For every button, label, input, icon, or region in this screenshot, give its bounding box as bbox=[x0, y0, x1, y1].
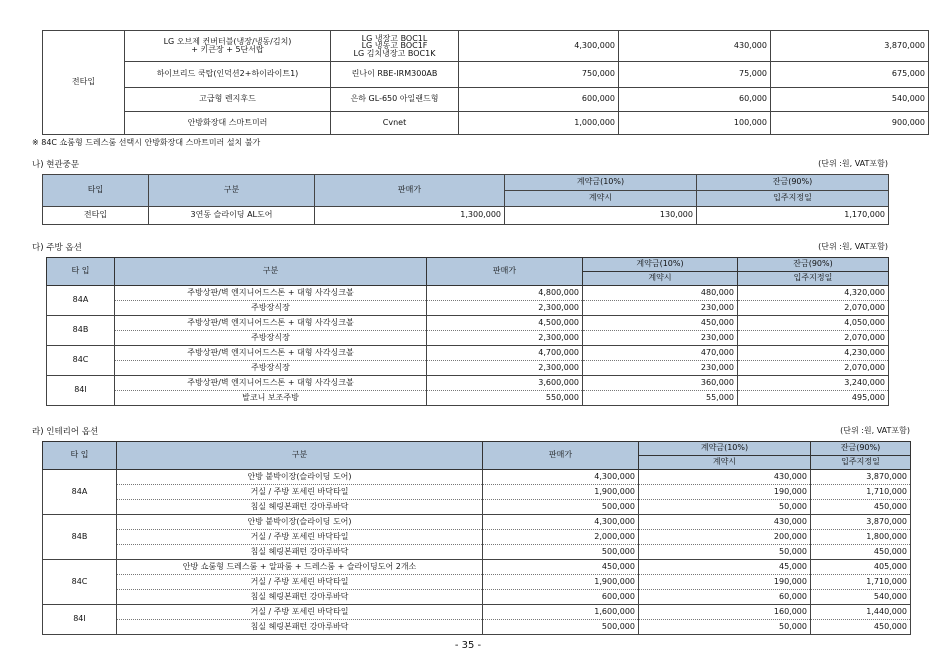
header-deposit-sub: 계약시 bbox=[505, 191, 697, 207]
type-cell: 84I bbox=[47, 376, 115, 406]
price-cell: 600,000 bbox=[483, 590, 639, 605]
header-balance-sub: 입주지정일 bbox=[697, 191, 889, 207]
interior-title: 라) 인테리어 옵션 bbox=[32, 427, 99, 437]
kitchen-title: 다) 주방 옵션 bbox=[32, 243, 82, 253]
header-price: 판매가 bbox=[315, 175, 505, 207]
price-cell: 1,600,000 bbox=[483, 605, 639, 620]
type-cell: 84B bbox=[43, 515, 117, 560]
item-cell: 안방 쇼룸형 드레스룸 + 알파룸 + 드레스룸 + 슬라이딩도어 2개소 bbox=[117, 560, 483, 575]
item-cell: 3연동 슬라이딩 AL도어 bbox=[149, 207, 315, 225]
item-cell: 주방장식장 bbox=[115, 361, 427, 376]
deposit-cell: 430,000 bbox=[619, 31, 771, 62]
price-cell: 600,000 bbox=[459, 88, 619, 112]
balance-cell: 4,320,000 bbox=[738, 286, 889, 301]
model-cell: LG 냉장고 BOC1L LG 냉동고 BOC1F LG 김치냉장고 BOC1K bbox=[331, 31, 459, 62]
balance-cell: 1,170,000 bbox=[697, 207, 889, 225]
deposit-cell: 190,000 bbox=[639, 485, 811, 500]
item-cell: LG 오브제 컨버터블(냉장/냉동/김치) + 키큰장 + 5단서랍 bbox=[125, 31, 331, 62]
balance-cell: 2,070,000 bbox=[738, 331, 889, 346]
header-balance-sub: 입주지정일 bbox=[811, 456, 911, 470]
balance-cell: 675,000 bbox=[771, 62, 929, 88]
price-cell: 2,300,000 bbox=[427, 331, 583, 346]
balance-cell: 1,440,000 bbox=[811, 605, 911, 620]
item-cell: 안방화장대 스마트미러 bbox=[125, 112, 331, 135]
item-cell: 거실 / 주방 포세린 바닥타일 bbox=[117, 485, 483, 500]
price-cell: 4,300,000 bbox=[483, 515, 639, 530]
balance-cell: 3,240,000 bbox=[738, 376, 889, 391]
balance-cell: 2,070,000 bbox=[738, 361, 889, 376]
kitchen-unit: (단위 :원, VAT포함) bbox=[818, 242, 888, 251]
type-cell: 84A bbox=[47, 286, 115, 316]
header-deposit: 계약금(10%) bbox=[583, 258, 738, 272]
balance-cell: 3,870,000 bbox=[771, 31, 929, 62]
price-cell: 4,300,000 bbox=[459, 31, 619, 62]
deposit-cell: 50,000 bbox=[639, 545, 811, 560]
header-deposit-sub: 계약시 bbox=[639, 456, 811, 470]
item-cell: 주방장식장 bbox=[115, 331, 427, 346]
header-category: 구분 bbox=[149, 175, 315, 207]
price-cell: 4,700,000 bbox=[427, 346, 583, 361]
item-cell: 주방상판/벽 엔지니어드스톤 + 대형 사각싱크볼 bbox=[115, 316, 427, 331]
interior-table bbox=[42, 441, 911, 635]
deposit-cell: 160,000 bbox=[639, 605, 811, 620]
price-cell: 1,000,000 bbox=[459, 112, 619, 135]
balance-cell: 495,000 bbox=[738, 391, 889, 406]
entrance-table bbox=[42, 174, 889, 225]
item-cell: 침실 헤링본패턴 강마루바닥 bbox=[117, 545, 483, 560]
header-balance-sub: 입주지정일 bbox=[738, 272, 889, 286]
entrance-unit: (단위 :원, VAT포함) bbox=[818, 159, 888, 168]
header-category: 구분 bbox=[115, 258, 427, 286]
price-cell: 2,000,000 bbox=[483, 530, 639, 545]
appliance-note: ※ 84C 쇼룸형 드레스룸 선택시 안방화장대 스마트미러 설치 불가 bbox=[32, 138, 261, 147]
balance-cell: 1,710,000 bbox=[811, 575, 911, 590]
balance-cell: 450,000 bbox=[811, 545, 911, 560]
price-cell: 500,000 bbox=[483, 620, 639, 635]
appliance-table bbox=[42, 30, 929, 135]
deposit-cell: 130,000 bbox=[505, 207, 697, 225]
balance-cell: 450,000 bbox=[811, 620, 911, 635]
item-cell: 발코니 보조주방 bbox=[115, 391, 427, 406]
price-cell: 2,300,000 bbox=[427, 361, 583, 376]
header-price: 판매가 bbox=[483, 442, 639, 470]
deposit-cell: 430,000 bbox=[639, 470, 811, 485]
balance-cell: 3,870,000 bbox=[811, 470, 911, 485]
balance-cell: 4,050,000 bbox=[738, 316, 889, 331]
item-cell: 주방장식장 bbox=[115, 301, 427, 316]
balance-cell: 1,800,000 bbox=[811, 530, 911, 545]
price-cell: 450,000 bbox=[483, 560, 639, 575]
header-deposit-sub: 계약시 bbox=[583, 272, 738, 286]
deposit-cell: 230,000 bbox=[583, 361, 738, 376]
deposit-cell: 100,000 bbox=[619, 112, 771, 135]
item-cell: 주방상판/벽 엔지니어드스톤 + 대형 사각싱크볼 bbox=[115, 286, 427, 301]
header-price: 판매가 bbox=[427, 258, 583, 286]
type-cell: 84C bbox=[47, 346, 115, 376]
item-cell: 안방 붙박이장(슬라이딩 도어) bbox=[117, 515, 483, 530]
price-cell: 1,300,000 bbox=[315, 207, 505, 225]
header-type: 타입 bbox=[43, 175, 149, 207]
item-cell: 고급형 렌지후드 bbox=[125, 88, 331, 112]
deposit-cell: 50,000 bbox=[639, 500, 811, 515]
balance-cell: 1,710,000 bbox=[811, 485, 911, 500]
deposit-cell: 75,000 bbox=[619, 62, 771, 88]
deposit-cell: 55,000 bbox=[583, 391, 738, 406]
deposit-cell: 360,000 bbox=[583, 376, 738, 391]
header-balance: 잔금(90%) bbox=[738, 258, 889, 272]
balance-cell: 540,000 bbox=[771, 88, 929, 112]
item-cell: 침실 헤링본패턴 강마루바닥 bbox=[117, 620, 483, 635]
kitchen-table bbox=[46, 257, 889, 406]
deposit-cell: 430,000 bbox=[639, 515, 811, 530]
deposit-cell: 50,000 bbox=[639, 620, 811, 635]
item-cell: 주방상판/벽 엔지니어드스톤 + 대형 사각싱크볼 bbox=[115, 346, 427, 361]
price-cell: 2,300,000 bbox=[427, 301, 583, 316]
balance-cell: 4,230,000 bbox=[738, 346, 889, 361]
item-cell: 주방상판/벽 엔지니어드스톤 + 대형 사각싱크볼 bbox=[115, 376, 427, 391]
price-cell: 4,800,000 bbox=[427, 286, 583, 301]
type-cell: 전타입 bbox=[43, 207, 149, 225]
balance-cell: 405,000 bbox=[811, 560, 911, 575]
item-cell: 침실 헤링본패턴 강마루바닥 bbox=[117, 500, 483, 515]
price-cell: 1,900,000 bbox=[483, 485, 639, 500]
deposit-cell: 230,000 bbox=[583, 331, 738, 346]
price-cell: 1,900,000 bbox=[483, 575, 639, 590]
deposit-cell: 470,000 bbox=[583, 346, 738, 361]
price-cell: 550,000 bbox=[427, 391, 583, 406]
price-cell: 750,000 bbox=[459, 62, 619, 88]
type-cell: 84A bbox=[43, 470, 117, 515]
deposit-cell: 230,000 bbox=[583, 301, 738, 316]
deposit-cell: 190,000 bbox=[639, 575, 811, 590]
price-cell: 4,300,000 bbox=[483, 470, 639, 485]
item-cell: 하이브리드 쿡탑(인덕션2+하이라이트1) bbox=[125, 62, 331, 88]
header-balance: 잔금(90%) bbox=[811, 442, 911, 456]
price-cell: 3,600,000 bbox=[427, 376, 583, 391]
entrance-title: 나) 현관중문 bbox=[32, 160, 80, 170]
header-balance: 잔금(90%) bbox=[697, 175, 889, 191]
price-cell: 500,000 bbox=[483, 545, 639, 560]
item-cell: 거실 / 주방 포세린 바닥타일 bbox=[117, 605, 483, 620]
header-category: 구분 bbox=[117, 442, 483, 470]
deposit-cell: 480,000 bbox=[583, 286, 738, 301]
type-cell: 84I bbox=[43, 605, 117, 635]
deposit-cell: 60,000 bbox=[619, 88, 771, 112]
deposit-cell: 45,000 bbox=[639, 560, 811, 575]
price-cell: 4,500,000 bbox=[427, 316, 583, 331]
balance-cell: 2,070,000 bbox=[738, 301, 889, 316]
type-cell: 84C bbox=[43, 560, 117, 605]
header-type: 타 입 bbox=[43, 442, 117, 470]
item-cell: 침실 헤링본패턴 강마루바닥 bbox=[117, 590, 483, 605]
item-cell: 거실 / 주방 포세린 바닥타일 bbox=[117, 575, 483, 590]
header-deposit: 계약금(10%) bbox=[505, 175, 697, 191]
deposit-cell: 450,000 bbox=[583, 316, 738, 331]
balance-cell: 3,870,000 bbox=[811, 515, 911, 530]
header-deposit: 계약금(10%) bbox=[639, 442, 811, 456]
page-number: - 35 - bbox=[454, 640, 482, 651]
price-cell: 500,000 bbox=[483, 500, 639, 515]
type-cell: 84B bbox=[47, 316, 115, 346]
balance-cell: 900,000 bbox=[771, 112, 929, 135]
model-cell: 은하 GL-650 아일랜드형 bbox=[331, 88, 459, 112]
model-cell: Cvnet bbox=[331, 112, 459, 135]
deposit-cell: 200,000 bbox=[639, 530, 811, 545]
type-cell: 전타입 bbox=[43, 31, 125, 135]
balance-cell: 540,000 bbox=[811, 590, 911, 605]
item-cell: 안방 붙박이장(슬라이딩 도어) bbox=[117, 470, 483, 485]
interior-unit: (단위 :원, VAT포함) bbox=[840, 426, 910, 435]
deposit-cell: 60,000 bbox=[639, 590, 811, 605]
header-type: 타 입 bbox=[47, 258, 115, 286]
model-cell: 린나이 RBE-IRM300AB bbox=[331, 62, 459, 88]
item-cell: 거실 / 주방 포세린 바닥타일 bbox=[117, 530, 483, 545]
balance-cell: 450,000 bbox=[811, 500, 911, 515]
